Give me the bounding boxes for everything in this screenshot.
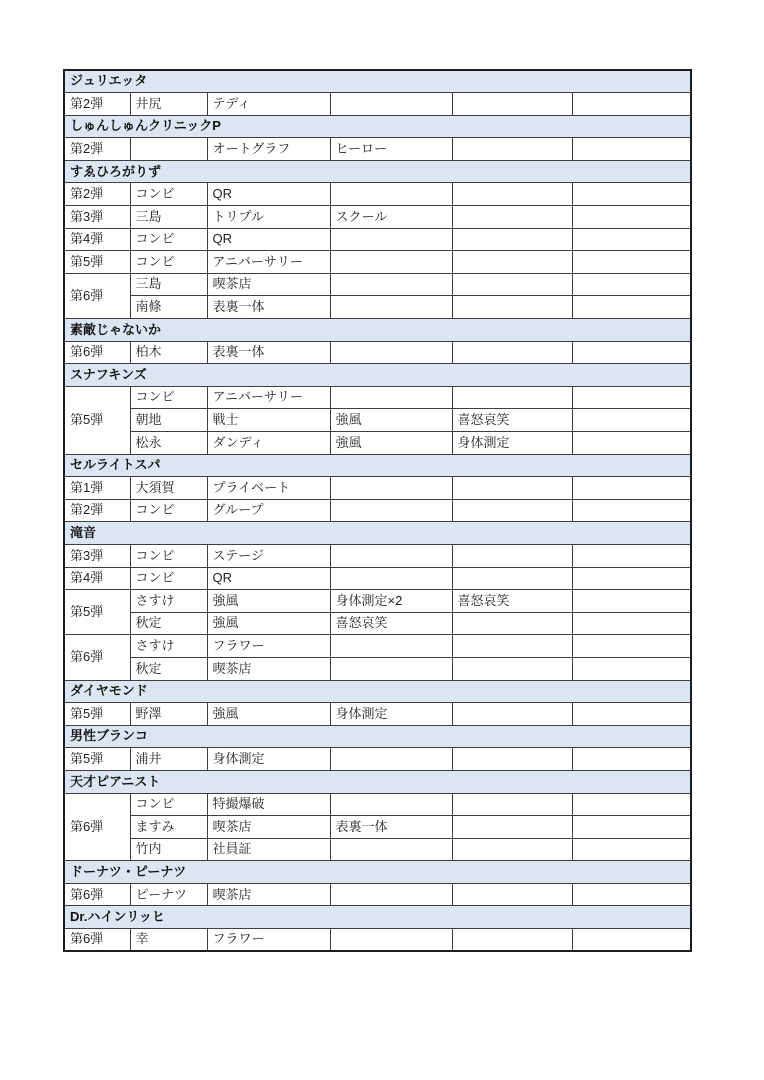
item-cell xyxy=(330,657,452,680)
item-cell: 喫茶店 xyxy=(207,816,330,839)
table-row xyxy=(64,929,691,952)
member-cell: 大須賀 xyxy=(130,477,207,500)
item-cell xyxy=(572,432,691,455)
item-cell xyxy=(572,748,691,771)
member-cell: 秋定 xyxy=(130,657,207,680)
item-cell xyxy=(572,273,691,296)
item-cell: プライベート xyxy=(207,477,330,500)
item-cell xyxy=(452,793,572,816)
item-cell xyxy=(330,883,452,906)
member-cell xyxy=(130,138,207,161)
table-body xyxy=(64,70,691,951)
item-cell xyxy=(452,838,572,861)
item-cell xyxy=(572,499,691,522)
table-row xyxy=(64,386,691,409)
item-cell xyxy=(330,386,452,409)
section-title: セルライトスパ xyxy=(64,454,691,477)
item-cell: スクール xyxy=(330,206,452,229)
section-header-row xyxy=(64,770,691,793)
member-cell: 秋定 xyxy=(130,612,207,635)
item-cell: 表裏一体 xyxy=(207,296,330,319)
table-row xyxy=(64,590,691,613)
table-row xyxy=(64,273,691,296)
item-cell xyxy=(572,296,691,319)
item-cell: 喫茶店 xyxy=(207,883,330,906)
dan-cell: 第6弾 xyxy=(64,793,130,861)
dan-cell: 第6弾 xyxy=(64,635,130,680)
member-cell: 竹内 xyxy=(130,838,207,861)
item-cell xyxy=(330,499,452,522)
section-header-row xyxy=(64,522,691,545)
member-cell: 松永 xyxy=(130,432,207,455)
item-cell: トリプル xyxy=(207,206,330,229)
item-cell xyxy=(572,251,691,274)
item-cell xyxy=(572,590,691,613)
dan-cell: 第2弾 xyxy=(64,138,130,161)
item-cell: 喜怒哀笑 xyxy=(452,409,572,432)
item-cell: アニバーサリー xyxy=(207,386,330,409)
item-cell xyxy=(572,183,691,206)
section-title: しゅんしゅんクリニックP xyxy=(64,115,691,138)
member-cell: 野澤 xyxy=(130,703,207,726)
table-row xyxy=(64,657,691,680)
item-cell xyxy=(330,251,452,274)
dan-cell: 第5弾 xyxy=(64,748,130,771)
item-cell xyxy=(572,228,691,251)
item-cell: 表裏一体 xyxy=(330,816,452,839)
item-cell xyxy=(572,544,691,567)
table-row xyxy=(64,748,691,771)
item-cell: 身体測定×2 xyxy=(330,590,452,613)
item-cell xyxy=(572,838,691,861)
dan-cell: 第2弾 xyxy=(64,499,130,522)
item-cell xyxy=(572,477,691,500)
section-header-row xyxy=(64,364,691,387)
table-row xyxy=(64,499,691,522)
member-cell: コンビ xyxy=(130,567,207,590)
section-title: 天才ピアニスト xyxy=(64,770,691,793)
section-title: すゑひろがりず xyxy=(64,160,691,183)
dan-cell: 第5弾 xyxy=(64,386,130,454)
dan-cell: 第3弾 xyxy=(64,206,130,229)
item-cell xyxy=(452,93,572,116)
table-row xyxy=(64,228,691,251)
item-cell: 社員証 xyxy=(207,838,330,861)
item-cell xyxy=(330,567,452,590)
table-row xyxy=(64,409,691,432)
item-cell xyxy=(330,228,452,251)
member-cell: コンビ xyxy=(130,793,207,816)
item-cell: 強風 xyxy=(330,409,452,432)
item-cell xyxy=(330,838,452,861)
item-cell xyxy=(330,544,452,567)
dan-cell: 第5弾 xyxy=(64,590,130,635)
member-cell: 井尻 xyxy=(130,93,207,116)
item-cell: 喫茶店 xyxy=(207,657,330,680)
member-cell: 幸 xyxy=(130,929,207,952)
item-cell xyxy=(330,273,452,296)
dan-cell: 第2弾 xyxy=(64,93,130,116)
talent-item-table xyxy=(63,69,692,952)
table-row xyxy=(64,567,691,590)
member-cell: コンビ xyxy=(130,499,207,522)
item-cell: グループ xyxy=(207,499,330,522)
section-title: 素敵じゃないか xyxy=(64,319,691,342)
item-cell: 表裏一体 xyxy=(207,341,330,364)
table-row xyxy=(64,703,691,726)
item-cell: 強風 xyxy=(207,612,330,635)
item-cell xyxy=(452,748,572,771)
section-title: ダイヤモンド xyxy=(64,680,691,703)
item-cell xyxy=(572,206,691,229)
item-cell xyxy=(572,567,691,590)
item-cell xyxy=(330,93,452,116)
section-title: ジュリエッタ xyxy=(64,70,691,93)
item-cell xyxy=(452,929,572,952)
table-row xyxy=(64,838,691,861)
item-cell xyxy=(452,567,572,590)
item-cell: 強風 xyxy=(207,590,330,613)
item-cell xyxy=(452,386,572,409)
section-title: Dr.ハインリッヒ xyxy=(64,906,691,929)
dan-cell: 第3弾 xyxy=(64,544,130,567)
item-cell: 特撮爆破 xyxy=(207,793,330,816)
item-cell: 強風 xyxy=(207,703,330,726)
table-row xyxy=(64,612,691,635)
member-cell: 柏木 xyxy=(130,341,207,364)
item-cell xyxy=(330,635,452,658)
item-cell: 喜怒哀笑 xyxy=(330,612,452,635)
item-cell: 身体測定 xyxy=(207,748,330,771)
table-row xyxy=(64,296,691,319)
item-cell xyxy=(452,883,572,906)
dan-cell: 第2弾 xyxy=(64,183,130,206)
member-cell: 浦井 xyxy=(130,748,207,771)
member-cell: 三島 xyxy=(130,206,207,229)
member-cell: コンビ xyxy=(130,228,207,251)
section-title: 男性ブランコ xyxy=(64,725,691,748)
item-cell xyxy=(452,251,572,274)
item-cell xyxy=(330,929,452,952)
section-header-row xyxy=(64,115,691,138)
table-row xyxy=(64,432,691,455)
item-cell: 強風 xyxy=(330,432,452,455)
item-cell xyxy=(572,612,691,635)
item-cell xyxy=(452,816,572,839)
item-cell xyxy=(572,657,691,680)
table-row xyxy=(64,183,691,206)
item-cell xyxy=(330,477,452,500)
item-cell xyxy=(572,883,691,906)
table-row xyxy=(64,635,691,658)
member-cell: コンビ xyxy=(130,386,207,409)
table-row xyxy=(64,816,691,839)
item-cell xyxy=(452,183,572,206)
dan-cell: 第1弾 xyxy=(64,477,130,500)
item-cell: ステージ xyxy=(207,544,330,567)
item-cell xyxy=(572,703,691,726)
item-cell: オートグラフ xyxy=(207,138,330,161)
item-cell xyxy=(452,703,572,726)
dan-cell: 第4弾 xyxy=(64,567,130,590)
item-cell xyxy=(572,93,691,116)
item-cell xyxy=(330,183,452,206)
item-cell: QR xyxy=(207,228,330,251)
item-cell xyxy=(452,544,572,567)
item-cell: 戦士 xyxy=(207,409,330,432)
dan-cell: 第5弾 xyxy=(64,251,130,274)
dan-cell: 第5弾 xyxy=(64,703,130,726)
item-cell xyxy=(452,612,572,635)
item-cell: QR xyxy=(207,183,330,206)
section-header-row xyxy=(64,319,691,342)
item-cell xyxy=(452,499,572,522)
item-cell xyxy=(452,635,572,658)
table-row xyxy=(64,544,691,567)
member-cell: コンビ xyxy=(130,183,207,206)
member-cell: ますみ xyxy=(130,816,207,839)
dan-cell: 第6弾 xyxy=(64,929,130,952)
item-cell xyxy=(572,793,691,816)
item-cell xyxy=(452,657,572,680)
table-row xyxy=(64,251,691,274)
item-cell xyxy=(572,341,691,364)
section-header-row xyxy=(64,861,691,884)
section-title: ドーナツ・ピーナツ xyxy=(64,861,691,884)
item-cell: テディ xyxy=(207,93,330,116)
item-cell: アニバーサリー xyxy=(207,251,330,274)
item-cell: 喜怒哀笑 xyxy=(452,590,572,613)
member-cell: 朝地 xyxy=(130,409,207,432)
item-cell: ダンディ xyxy=(207,432,330,455)
table-row xyxy=(64,883,691,906)
section-title: 滝音 xyxy=(64,522,691,545)
item-cell xyxy=(452,296,572,319)
item-cell xyxy=(452,477,572,500)
item-cell xyxy=(452,138,572,161)
item-cell: 喫茶店 xyxy=(207,273,330,296)
dan-cell: 第6弾 xyxy=(64,341,130,364)
section-header-row xyxy=(64,454,691,477)
dan-cell: 第4弾 xyxy=(64,228,130,251)
section-header-row xyxy=(64,906,691,929)
item-cell: フラワー xyxy=(207,635,330,658)
member-cell: さすけ xyxy=(130,590,207,613)
section-header-row xyxy=(64,160,691,183)
item-cell xyxy=(330,296,452,319)
table-row xyxy=(64,793,691,816)
section-header-row xyxy=(64,70,691,93)
item-cell: ヒーロー xyxy=(330,138,452,161)
section-header-row xyxy=(64,725,691,748)
item-cell xyxy=(452,228,572,251)
item-cell: 身体測定 xyxy=(452,432,572,455)
member-cell: さすけ xyxy=(130,635,207,658)
section-header-row xyxy=(64,680,691,703)
section-title: スナフキンズ xyxy=(64,364,691,387)
table-row xyxy=(64,138,691,161)
item-cell xyxy=(330,748,452,771)
member-cell: コンビ xyxy=(130,544,207,567)
item-cell xyxy=(572,138,691,161)
member-cell: 三島 xyxy=(130,273,207,296)
item-cell xyxy=(452,206,572,229)
item-cell xyxy=(330,793,452,816)
item-cell: QR xyxy=(207,567,330,590)
item-cell xyxy=(572,929,691,952)
item-cell xyxy=(572,816,691,839)
table-row xyxy=(64,206,691,229)
item-cell xyxy=(452,273,572,296)
table-row xyxy=(64,93,691,116)
item-cell xyxy=(572,409,691,432)
item-cell xyxy=(572,386,691,409)
member-cell: コンビ xyxy=(130,251,207,274)
item-cell xyxy=(330,341,452,364)
table-row xyxy=(64,341,691,364)
item-cell xyxy=(572,635,691,658)
member-cell: ピーナツ xyxy=(130,883,207,906)
dan-cell: 第6弾 xyxy=(64,883,130,906)
item-cell: フラワー xyxy=(207,929,330,952)
table-row xyxy=(64,477,691,500)
item-cell xyxy=(452,341,572,364)
member-cell: 南條 xyxy=(130,296,207,319)
item-cell: 身体測定 xyxy=(330,703,452,726)
dan-cell: 第6弾 xyxy=(64,273,130,318)
